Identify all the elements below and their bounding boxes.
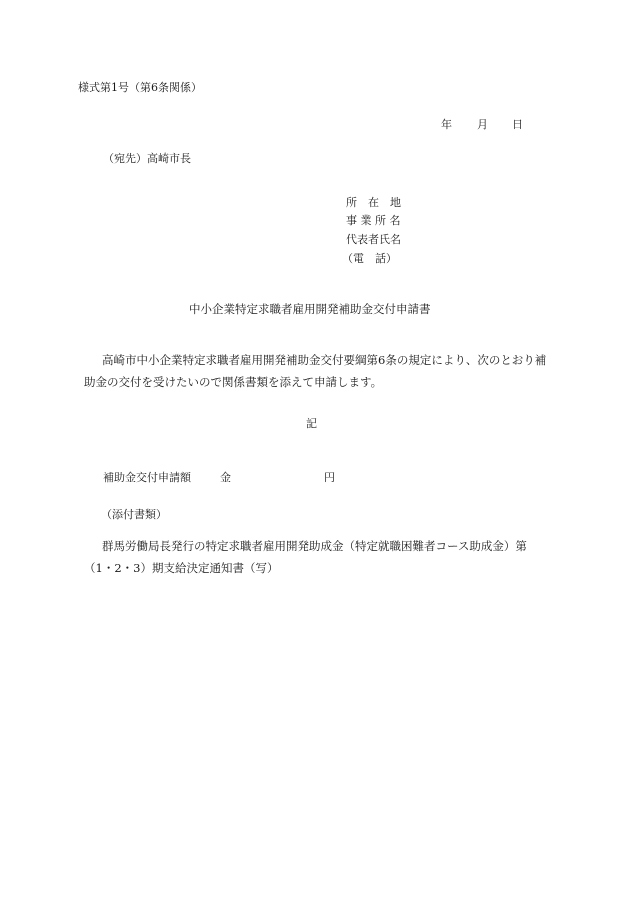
date-year: 年: [441, 118, 452, 131]
body-paragraph: [84, 349, 550, 393]
applicant-office-name-label: 事 業 所 名: [346, 214, 401, 227]
attachments-paragraph: [84, 535, 554, 579]
addressee: （宛先）高崎市長: [103, 152, 191, 165]
body-text: 高崎市中小企業特定求職者雇用開発補助金交付要綱第6条の規定により、次のとおり補助金の交付を受けたいので関係書類を添えて申請します。: [84, 353, 547, 389]
amount-kin: 金: [220, 471, 231, 484]
date-month: 月: [477, 118, 488, 131]
ki-heading: 記: [306, 417, 317, 430]
applicant-phone-label: （電 話）: [342, 252, 397, 265]
attachments-heading: （添付書類）: [101, 508, 167, 521]
applicant-representative-label: 代表者氏名: [346, 233, 401, 246]
amount-yen: 円: [324, 471, 335, 484]
date-day: 日: [512, 118, 523, 131]
applicant-location-label: 所 在 地: [346, 196, 401, 209]
document-title: 中小企業特定求職者雇用開発補助金交付申請書: [189, 302, 431, 316]
form-number: 様式第1号（第6条関係）: [78, 81, 202, 94]
amount-label: 補助金交付申請額: [103, 471, 191, 484]
attachments-text: 群馬労働局長発行の特定求職者雇用開発助成金（特定就職困難者コース助成金）第（1・2・3）期支給決定通知書（写）: [84, 539, 527, 575]
